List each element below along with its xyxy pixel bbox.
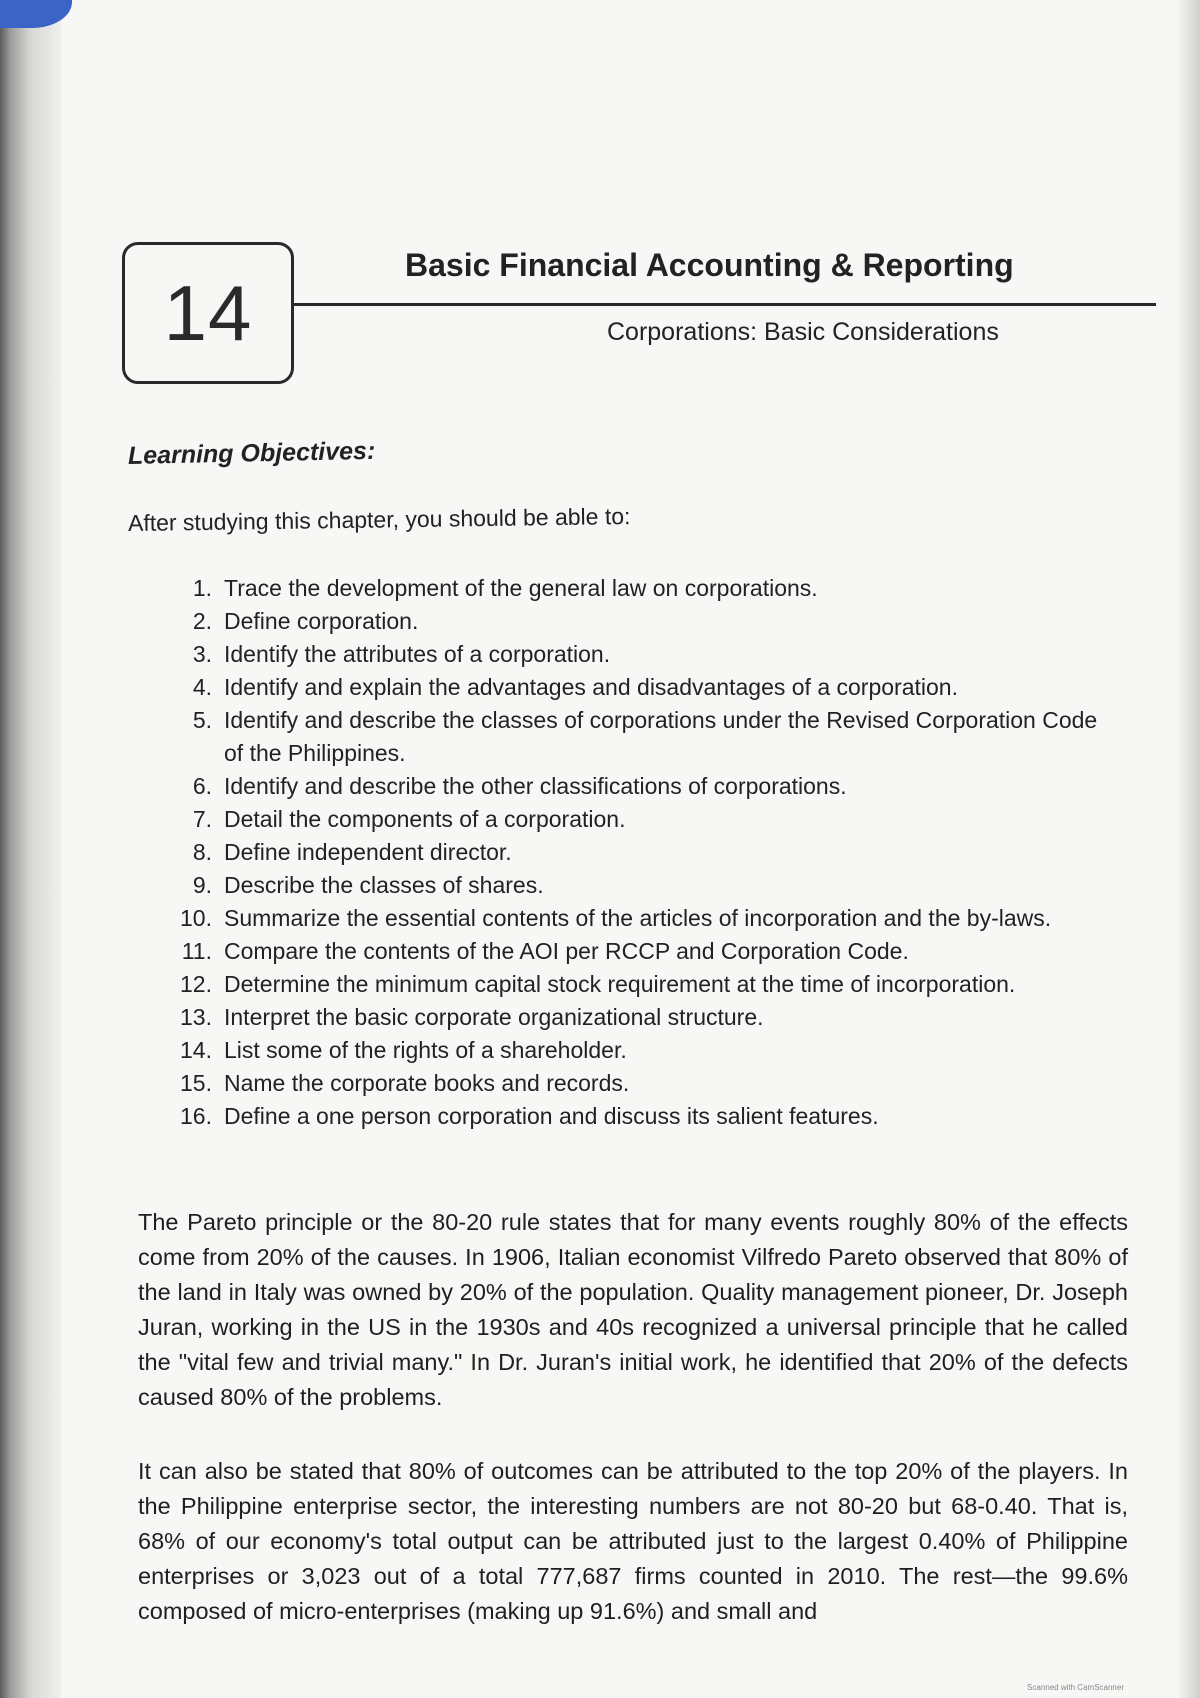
list-item: 7. Detail the components of a corporation.	[192, 806, 626, 832]
philippine-enterprise-paragraph: It can also be stated that 80% of outcomes can be attributed to the top 20% of the players. In the Philippine enterprise sector, the interesting numbers are not 80-20 but 68-0.40. That is, 68% of our economy's total output can be attributed just to the largest 0.40% of Philippine enterprises or 3,023 out of a total 777,687 firms counted in 2010. The rest—the 99.6% composed of micro-enterprises (making up 91.6%) and small and	[138, 1458, 1128, 1624]
list-item: 1. Trace the development of the general law on corporations.	[192, 575, 818, 601]
objectives-intro: After studying this chapter, you should be able to:	[127, 502, 631, 536]
pareto-paragraph: The Pareto principle or the 80-20 rule states that for many events roughly 80% of the effects come from 20% of the causes. In 1906, Italian economist Vilfredo Pareto observed that 80% of the land in Italy was owned by 20% of the population. Quality management pioneer, Dr. Joseph Juran, working in the US in the 1930s and 40s recognized a universal principle that he called the "vital few and trivial many." In Dr. Juran's initial work, he identified that 20% of the defects caused 80% of the problems.	[138, 1209, 1128, 1410]
objectives-list	[160, 572, 1120, 1133]
book-title: Basic Financial Accounting & Reporting	[405, 247, 1014, 283]
list-item: 6. Identify and describe the other classifications of corporations.	[192, 773, 847, 799]
list-item: 3. Identify the attributes of a corporation.	[192, 641, 611, 667]
chapter-number: 14	[163, 268, 253, 357]
list-item: 9. Describe the classes of shares.	[192, 872, 544, 898]
list-item: 2. Define corporation.	[192, 608, 419, 634]
page-right-shadow	[1176, 0, 1200, 1698]
scanner-watermark: Scanned with CamScanner	[1027, 1683, 1124, 1692]
list-item: 8. Define independent director.	[192, 839, 512, 865]
list-item: 10. Summarize the essential contents of the articles of incorporation and the by-laws.	[180, 905, 1052, 931]
page-binding-shadow	[0, 0, 62, 1698]
chapter-title: Corporations: Basic Considerations	[607, 318, 999, 346]
list-item: 15. Name the corporate books and records.	[180, 1070, 630, 1096]
chapter-number-box	[122, 242, 294, 384]
list-item: 5. Identify and describe the classes of corporations under the Revised Corporation Code of the Philippines.	[192, 707, 1098, 766]
list-item: 4. Identify and explain the advantages and disadvantages of a corporation.	[192, 674, 958, 700]
learning-objectives-heading: Learning Objectives:	[127, 436, 376, 470]
list-item: 12. Determine the minimum capital stock requirement at the time of incorporation.	[180, 971, 1016, 997]
list-item: 11. Compare the contents of the AOI per RCCP and Corporation Code.	[181, 938, 909, 964]
header-rule	[294, 303, 1156, 306]
list-item: 13. Interpret the basic corporate organizational structure.	[180, 1004, 764, 1030]
list-item: 14. List some of the rights of a shareholder.	[180, 1037, 627, 1063]
list-item: 16. Define a one person corporation and discuss its salient features.	[180, 1103, 879, 1129]
